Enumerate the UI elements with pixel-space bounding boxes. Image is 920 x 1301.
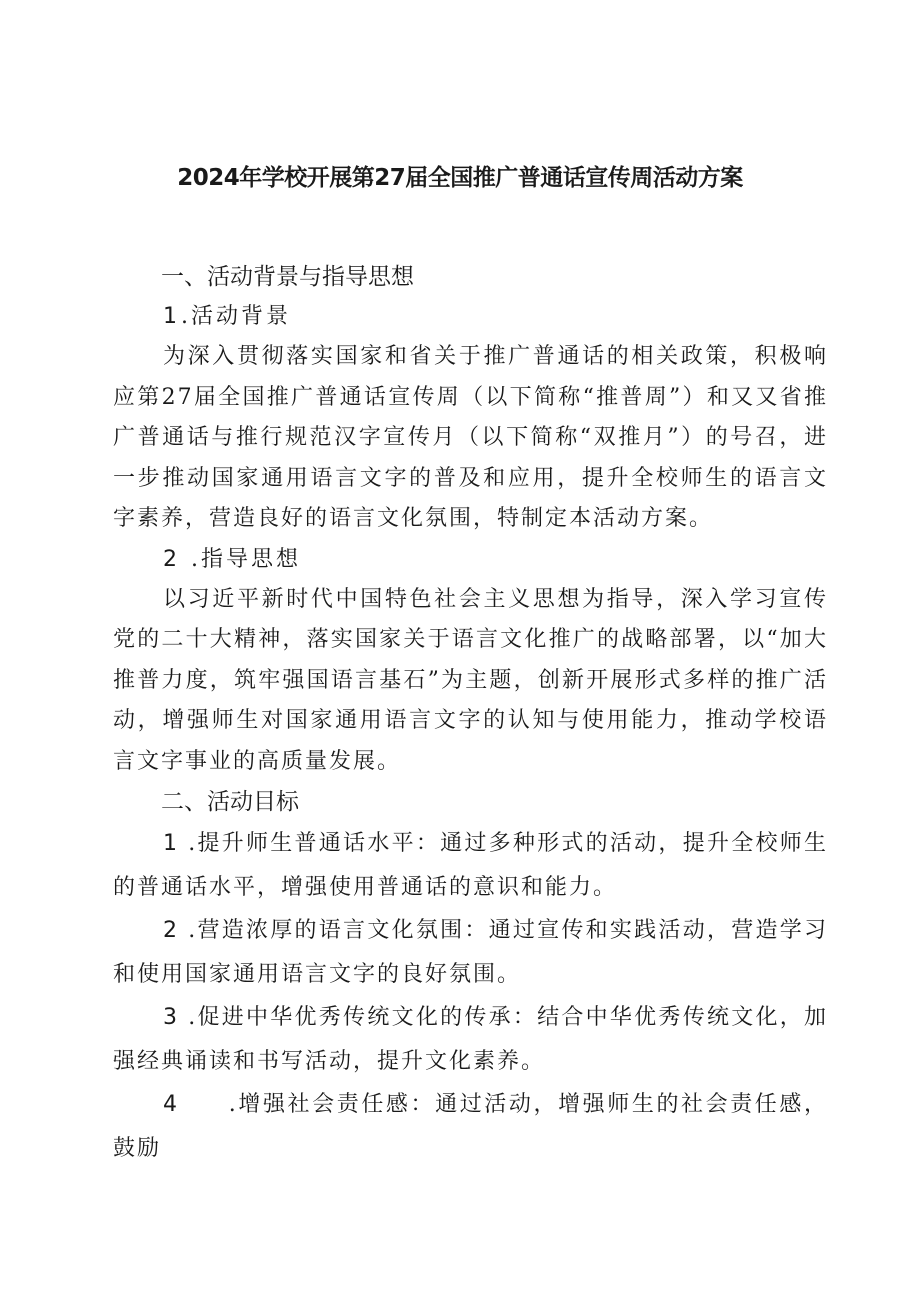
goal-item-3 xyxy=(113,996,828,1083)
goal-item-4 xyxy=(113,1083,828,1170)
section-heading-goals: 二、活动目标 xyxy=(161,789,299,815)
subheading-number: 1 xyxy=(163,304,180,329)
subheading-guiding-ideology xyxy=(163,540,828,580)
goal-item-number: 2 xyxy=(163,918,179,943)
document-body xyxy=(113,257,828,1170)
subheading-number: 2 xyxy=(163,546,180,572)
goal-item-2 xyxy=(113,909,828,996)
goal-item-number: 3 xyxy=(163,1005,179,1030)
goal-item-1 xyxy=(113,822,828,909)
goal-item-number: 1 xyxy=(163,831,179,856)
paragraph-background: 为深入贯彻落实国家和省关于推广普通话的相关政策，积极响应第27届全国推广普通话宣传周（以下简称“推普周”）和又又省推广普通话与推行规范汉字宣传月（以下简称“双推月”）的号召，进一步推动国家通用语言文字的普及和应用，提升全校师生的语言文字素养，营造良好的语言文化氛围，特制定本活动方案。 xyxy=(113,344,828,531)
subheading-background xyxy=(163,297,828,337)
goal-item-text: .增强社会责任感：通过活动，增强师生的社会责任感，鼓励 xyxy=(113,1092,828,1161)
subheading-label: .指导思想 xyxy=(181,546,301,572)
goal-item-text: .提升师生普通话水平：通过多种形式的活动，提升全校师生的普通话水平，增强使用普通话的意识和能力。 xyxy=(113,831,828,900)
paragraph-guiding-ideology: 以习近平新时代中国特色社会主义思想为指导，深入学习宣传党的二十大精神，落实国家关于语言文化推广的战略部署，以“加大推普力度，筑牢强国语言基石”为主题，创新开展形式多样的推广活动，增强师生对国家通用语言文字的认知与使用能力，推动学校语言文字事业的高质量发展。 xyxy=(113,586,828,774)
document-title: 2024年学校开展第27届全国推广普通话宣传周活动方案 xyxy=(177,165,743,191)
goal-item-text: .促进中华优秀传统文化的传承：结合中华优秀传统文化，加强经典诵读和书写活动，提升文化素养。 xyxy=(113,1005,828,1074)
goal-item-text: .营造浓厚的语言文化氛围：通过宣传和实践活动，营造学习和使用国家通用语言文字的良好氛围。 xyxy=(113,918,828,987)
subheading-label: .活动背景 xyxy=(181,304,291,329)
goal-item-number: 4 xyxy=(163,1092,179,1117)
section-heading-background: 一、活动背景与指导思想 xyxy=(161,264,414,290)
